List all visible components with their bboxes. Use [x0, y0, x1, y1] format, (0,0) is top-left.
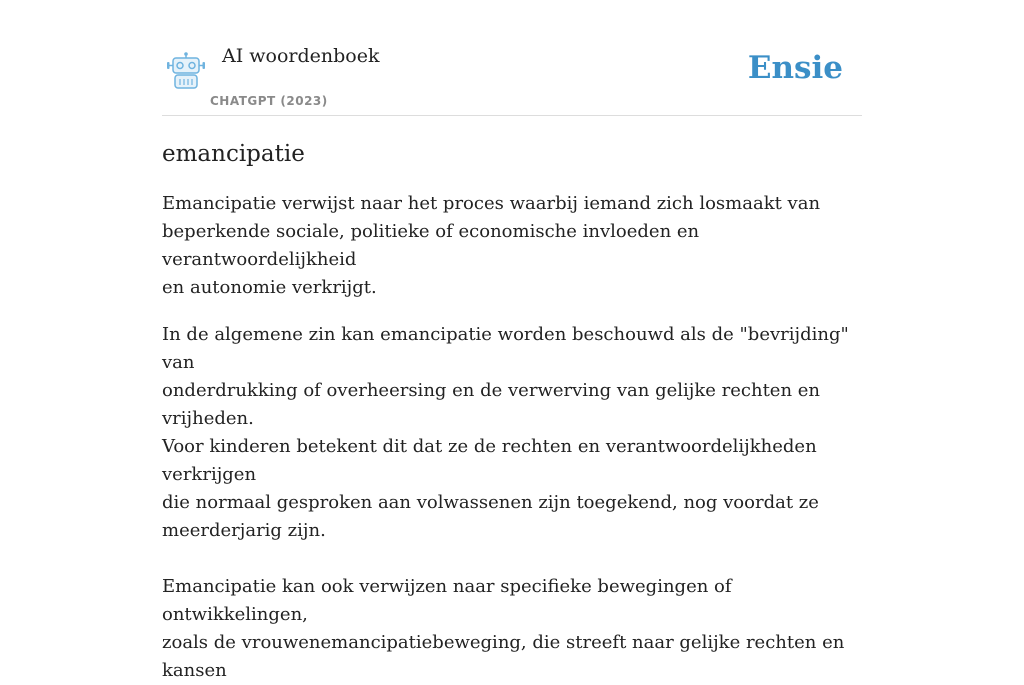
brand-logo[interactable]: Ensie [747, 50, 843, 86]
entry-paragraph: In de algemene zin kan emancipatie worden beschouwd als de "bevrijding" van onderdrukking of overheersing en de verwerving van gelijke rechten en vrijheden. Voor kinderen betekent dit dat ze de rechten en verantwoordelijkheden verkrijgen die normaal gesproken aan volwassenen zijn toegekend, nog voordat ze meerderjarig zijn. [162, 324, 849, 541]
robot-icon [166, 52, 206, 90]
entry-paragraph: Emancipatie kan ook verwijzen naar specifieke bewegingen of ontwikkelingen, zoals de vrouwenemancipatiebeweging, die streeft naar gelijke rechten en kansen [162, 576, 845, 681]
entry-paragraph: Emancipatie verwijst naar het proces waarbij iemand zich losmaakt van beperkende sociale, politieke of economische invloeden en verantwoordelijkheid en autonomie verkrijgt. [162, 193, 821, 298]
entry-term: emancipatie [162, 141, 305, 167]
header [162, 0, 862, 116]
page [162, 0, 862, 685]
source-meta: CHATGPT (2023) [210, 94, 328, 108]
source-title[interactable]: AI woordenboek [222, 45, 380, 67]
